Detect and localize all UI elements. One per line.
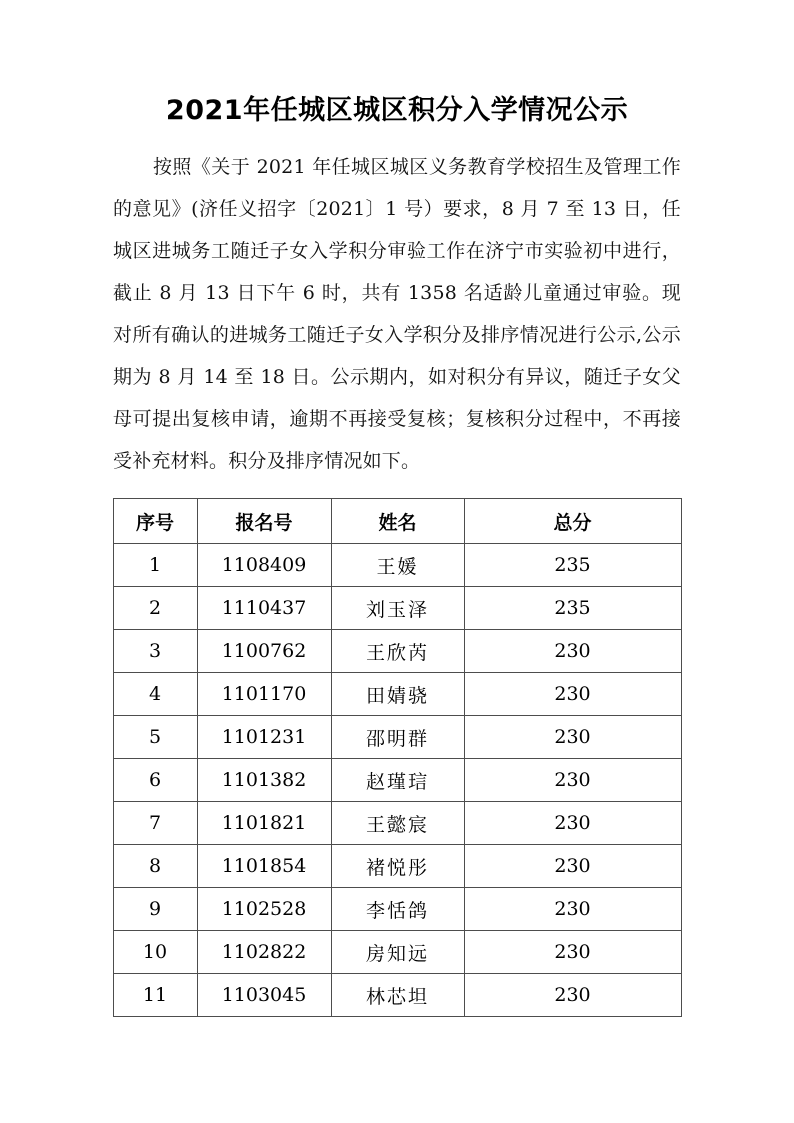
cell-registration-no: 1101821 bbox=[197, 802, 331, 845]
cell-total-score: 230 bbox=[464, 845, 681, 888]
table-header bbox=[113, 499, 681, 544]
table-row bbox=[113, 544, 681, 587]
cell-index: 2 bbox=[113, 587, 197, 630]
table-row bbox=[113, 845, 681, 888]
cell-registration-no: 1101231 bbox=[197, 716, 331, 759]
page-title: 2021年任城区城区积分入学情况公示 bbox=[165, 95, 629, 126]
cell-name: 赵瑾琂 bbox=[331, 759, 464, 802]
document-body bbox=[113, 128, 681, 482]
table-header-row bbox=[113, 499, 681, 544]
cell-total-score: 235 bbox=[464, 544, 681, 587]
cell-name: 刘玉泽 bbox=[331, 587, 464, 630]
cell-index: 4 bbox=[113, 673, 197, 716]
cell-name: 林芯坦 bbox=[331, 974, 464, 1017]
cell-total-score: 230 bbox=[464, 974, 681, 1017]
cell-name: 王欣芮 bbox=[331, 630, 464, 673]
cell-name: 李恬鸽 bbox=[331, 888, 464, 931]
cell-index: 7 bbox=[113, 802, 197, 845]
table-body bbox=[113, 544, 681, 1017]
cell-total-score: 230 bbox=[464, 888, 681, 931]
cell-name: 褚悦彤 bbox=[331, 845, 464, 888]
table-row bbox=[113, 931, 681, 974]
cell-name: 邵明群 bbox=[331, 716, 464, 759]
column-header-registration-no: 报名号 bbox=[197, 499, 331, 544]
cell-index: 8 bbox=[113, 845, 197, 888]
cell-total-score: 230 bbox=[464, 759, 681, 802]
cell-registration-no: 1101170 bbox=[197, 673, 331, 716]
cell-index: 6 bbox=[113, 759, 197, 802]
cell-total-score: 230 bbox=[464, 630, 681, 673]
cell-registration-no: 1103045 bbox=[197, 974, 331, 1017]
table-row bbox=[113, 673, 681, 716]
cell-total-score: 230 bbox=[464, 802, 681, 845]
table-row bbox=[113, 802, 681, 845]
table-row bbox=[113, 716, 681, 759]
cell-name: 王媛 bbox=[331, 544, 464, 587]
cell-registration-no: 1102528 bbox=[197, 888, 331, 931]
cell-registration-no: 1101854 bbox=[197, 845, 331, 888]
cell-index: 5 bbox=[113, 716, 197, 759]
cell-name: 王懿宸 bbox=[331, 802, 464, 845]
cell-registration-no: 1102822 bbox=[197, 931, 331, 974]
cell-total-score: 235 bbox=[464, 587, 681, 630]
column-header-index: 序号 bbox=[113, 499, 197, 544]
table-row bbox=[113, 888, 681, 931]
column-header-total-score: 总分 bbox=[464, 499, 681, 544]
cell-registration-no: 1110437 bbox=[197, 587, 331, 630]
table-row bbox=[113, 587, 681, 630]
cell-registration-no: 1100762 bbox=[197, 630, 331, 673]
cell-name: 田婧骁 bbox=[331, 673, 464, 716]
cell-index: 9 bbox=[113, 888, 197, 931]
cell-registration-no: 1108409 bbox=[197, 544, 331, 587]
cell-index: 3 bbox=[113, 630, 197, 673]
table-row bbox=[113, 974, 681, 1017]
cell-total-score: 230 bbox=[464, 716, 681, 759]
column-header-name: 姓名 bbox=[331, 499, 464, 544]
score-ranking-table bbox=[113, 498, 682, 1017]
cell-index: 1 bbox=[113, 544, 197, 587]
cell-index: 11 bbox=[113, 974, 197, 1017]
cell-total-score: 230 bbox=[464, 673, 681, 716]
cell-registration-no: 1101382 bbox=[197, 759, 331, 802]
table-row bbox=[113, 630, 681, 673]
table-row bbox=[113, 759, 681, 802]
cell-total-score: 230 bbox=[464, 931, 681, 974]
notice-paragraph: 按照《关于 2021 年任城区城区义务教育学校招生及管理工作的意见》(济任义招字〔2021〕1 号）要求，8 月 7 至 13 日，任城区进城务工随迁子女入学积分审验工作在济宁市实验初中进行，截止 8 月 13 日下午 6 时，共有 1358 名适龄儿童通过审验。现对所有确认的进城务工随迁子女入学积分及排序情况进行公示,公示期为 8 月 14 至 18 日。公示期内，如对积分有异议，随迁子女父母可提出复核申请，逾期不再接受复核；复核积分过程中，不再接受补充材料。积分及排序情况如下。 bbox=[113, 156, 681, 472]
cell-index: 10 bbox=[113, 931, 197, 974]
cell-name: 房知远 bbox=[331, 931, 464, 974]
